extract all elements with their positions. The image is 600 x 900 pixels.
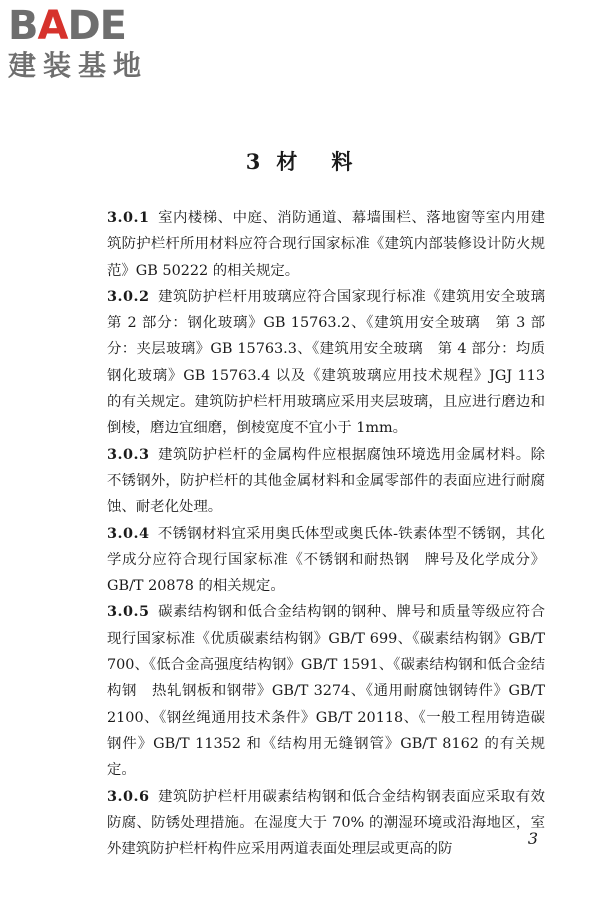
clause-text: 建筑防护栏杆用碳素结构钢和低合金结构钢表面应采取有效防腐、防锈处理措施。在湿度大于 70% 的潮湿环境或沿海地区，室外建筑防护栏杆构件应采用两道表面处理层或更高的防: [107, 788, 545, 858]
chapter-title: [0, 146, 600, 176]
chapter-number: 3: [245, 149, 263, 174]
clause-text: 室内楼梯、中庭、消防通道、幕墙围栏、落地窗等室内用建筑防护栏杆所用材料应符合现行国家标准《建筑内部装修设计防火规范》GB 50222 的相关规定。: [107, 210, 545, 279]
clause-3-0-5: [107, 599, 545, 783]
clause-text: 不锈钢材料宜采用奥氏体型或奥氏体-铁素体型不锈钢，其化学成分应符合现行国家标准《不锈钢和耐热钢 牌号及化学成分》GB/T 20878 的相关规定。: [107, 525, 545, 595]
clause-number: 3.0.5: [107, 603, 150, 621]
clause-3-0-2: [107, 284, 560, 442]
chapter-title-char-2: 料: [331, 149, 355, 174]
clause-number: 3.0.3: [107, 445, 150, 463]
clause-text: 建筑防护栏杆的金属构件应根据腐蚀环境选用金属材料。除不锈钢外，防护栏杆的其他金属材料和金属零部件的表面应进行耐腐蚀、耐老化处理。: [107, 446, 545, 516]
page-number: 3: [527, 829, 538, 848]
clause-number: 3.0.6: [107, 787, 150, 805]
logo-letters-1: B: [8, 3, 38, 49]
document-body: [107, 205, 560, 862]
clause-3-0-1: [107, 205, 545, 284]
clause-3-0-6: [107, 784, 545, 863]
clause-3-0-4: [107, 521, 545, 600]
clause-number: 3.0.1: [107, 209, 150, 226]
logo-subtitle: 建装基地: [8, 49, 149, 82]
clause-number: 3.0.2: [107, 287, 150, 305]
logo-accent-letter: A: [37, 3, 68, 49]
brand-logo: [8, 4, 178, 82]
clause-text: 碳素结构钢和低合金结构钢的钢种、牌号和质量等级应符合现行国家标准《优质碳素结构钢》GB/T 699、《碳素结构钢》GB/T 700、《低合金高强度结构钢》GB/T 1591、《碳素结构钢和低合金结构钢 热轧钢板和钢带》GB/T 3274、《通用耐腐蚀钢铸件》GB/T 2100、《钢丝绳通用技术条件》GB/T 20118、《一般工程用铸造碳钢件》GB/T 11352 和《结构用无缝钢管》GB/T 8162 的有关规定。: [107, 604, 545, 779]
clause-number: 3.0.4: [107, 524, 150, 542]
chapter-title-char-1: 材: [276, 149, 300, 174]
clause-text: 建筑防护栏杆用玻璃应符合国家现行标准《建筑用安全玻璃 第 2 部分：钢化玻璃》GB 15763.2、《建筑用安全玻璃 第 3 部分：夹层玻璃》GB 15763.3、《建筑用安全玻璃 第 4 部分：均质钢化玻璃》GB 15763.4 以及《建筑玻璃应用技术规程》JGJ 113 的有关规定。建筑防护栏杆用玻璃应采用夹层玻璃，且应进行磨边和倒棱，磨边宜细磨，倒棱宽度不宜小于 1mm。: [107, 288, 560, 437]
clause-3-0-3: [107, 442, 545, 521]
logo-letters-2: DE: [67, 3, 126, 49]
logo-wordmark: [8, 4, 178, 48]
